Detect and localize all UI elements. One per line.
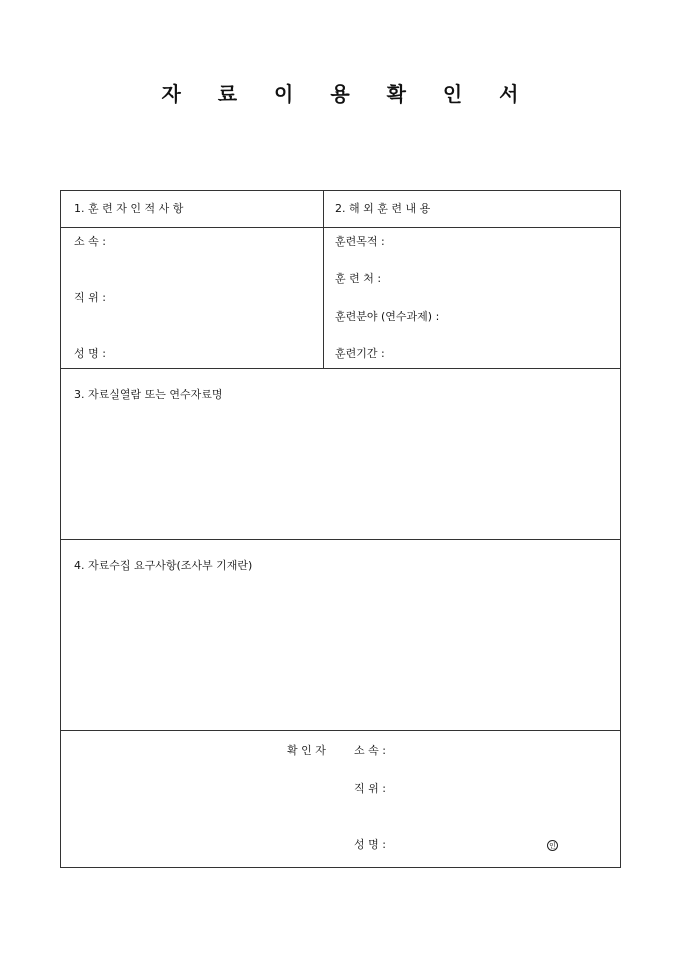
section-divider-1 <box>61 368 620 369</box>
section2-header: 2. 해 외 훈 련 내 용 <box>335 202 431 215</box>
training-period-label: 훈련기간 : <box>335 347 385 360</box>
confirmer-affiliation-label: 소 속 : <box>354 744 386 757</box>
trainee-position-label: 직 위 : <box>74 291 106 304</box>
confirmation-form <box>60 190 621 868</box>
section3-header: 3. 자료실열람 또는 연수자료명 <box>74 388 223 401</box>
confirmer-position-label: 직 위 : <box>354 782 386 795</box>
reference-materials-field[interactable] <box>74 411 604 529</box>
header-row-divider <box>61 227 620 228</box>
data-request-field[interactable] <box>74 581 604 721</box>
training-purpose-label: 훈련목적 : <box>335 235 385 248</box>
trainee-name-label: 성 명 : <box>74 347 106 360</box>
confirmer-label: 확 인 자 <box>287 744 326 757</box>
seal-mark-icon: 인 <box>547 840 558 851</box>
confirmer-name-label: 성 명 : <box>354 838 386 851</box>
section-divider-3 <box>61 730 620 731</box>
training-place-label: 훈 련 처 : <box>335 272 382 285</box>
section4-header: 4. 자료수집 요구사항(조사부 기재란) <box>74 559 253 572</box>
section-divider-2 <box>61 539 620 540</box>
training-field-label: 훈련분야 (연수과제) : <box>335 310 440 323</box>
column-divider <box>323 191 324 368</box>
document-title: 자 료 이 용 확 인 서 <box>161 82 534 106</box>
trainee-affiliation-label: 소 속 : <box>74 235 106 248</box>
section1-header: 1. 훈 련 자 인 적 사 항 <box>74 202 184 215</box>
